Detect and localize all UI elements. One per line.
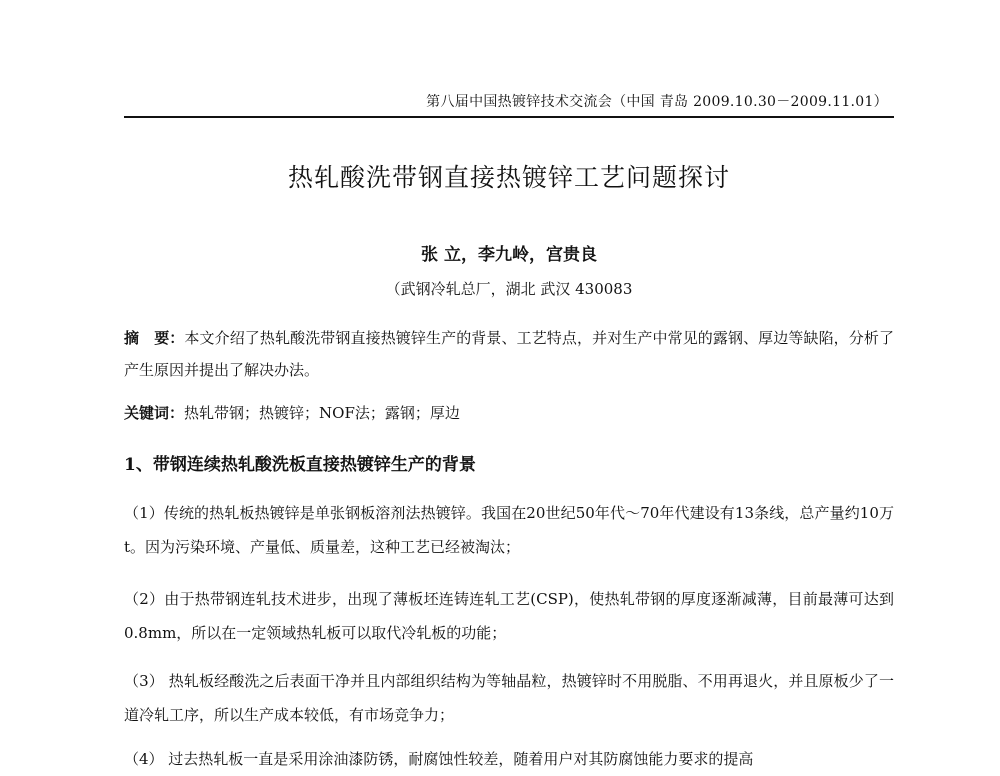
paper-authors: 张 立，李九岭，宫贵良 (421, 245, 597, 265)
keywords-block (124, 402, 894, 423)
paper-affiliation: （武钢冷轧总厂，湖北 武汉 430083 (385, 280, 633, 298)
paper-title: 热轧酸洗带钢直接热镀锌工艺问题探讨 (287, 163, 730, 192)
conference-header-text: 第八届中国热镀锌技术交流会（中国 青岛 2009.10.30－2009.11.01） (426, 94, 888, 110)
running-header (124, 88, 894, 118)
keywords-text: 热轧带钢；热镀锌；NOF法；露钢；厚边 (184, 404, 460, 422)
abstract-block (124, 322, 894, 386)
abstract-label: 摘 要： (124, 329, 185, 347)
section-1-heading: 1、带钢连续热轧酸洗板直接热镀锌生产的背景 (124, 455, 476, 475)
section-1-paragraph: （4） 过去热轧板一直是采用涂油漆防锈，耐腐蚀性较差，随着用户对其防腐蚀能力要求的提高 (124, 750, 754, 768)
keywords-label: 关键词： (124, 404, 185, 422)
section-1-paragraph: （2）由于热带钢连轧技术进步，出现了薄板坯连铸连轧工艺(CSP)，使热轧带钢的厚度逐渐减薄，目前最薄可达到0.8mm，所以在一定领域热轧板可以取代冷轧板的功能； (124, 590, 894, 642)
section-1-paragraph: （3） 热轧板经酸洗之后表面干净并且内部组织结构为等轴晶粒，热镀锌时不用脱脂、不用再退火，并且原板少了一道冷轧工序，所以生产成本较低，有市场竞争力； (124, 672, 894, 724)
section-1-paragraph: （1）传统的热轧板热镀锌是单张钢板溶剂法热镀锌。我国在20世纪50年代～70年代建设有13条线，总产量约10万t。因为污染环境、产量低、质量差，这种工艺已经被淘汰； (124, 504, 894, 556)
abstract-text: 本文介绍了热轧酸洗带钢直接热镀锌生产的背景、工艺特点，并对生产中常见的露钢、厚边等缺陷，分析了产生原因并提出了解决办法。 (124, 329, 894, 379)
